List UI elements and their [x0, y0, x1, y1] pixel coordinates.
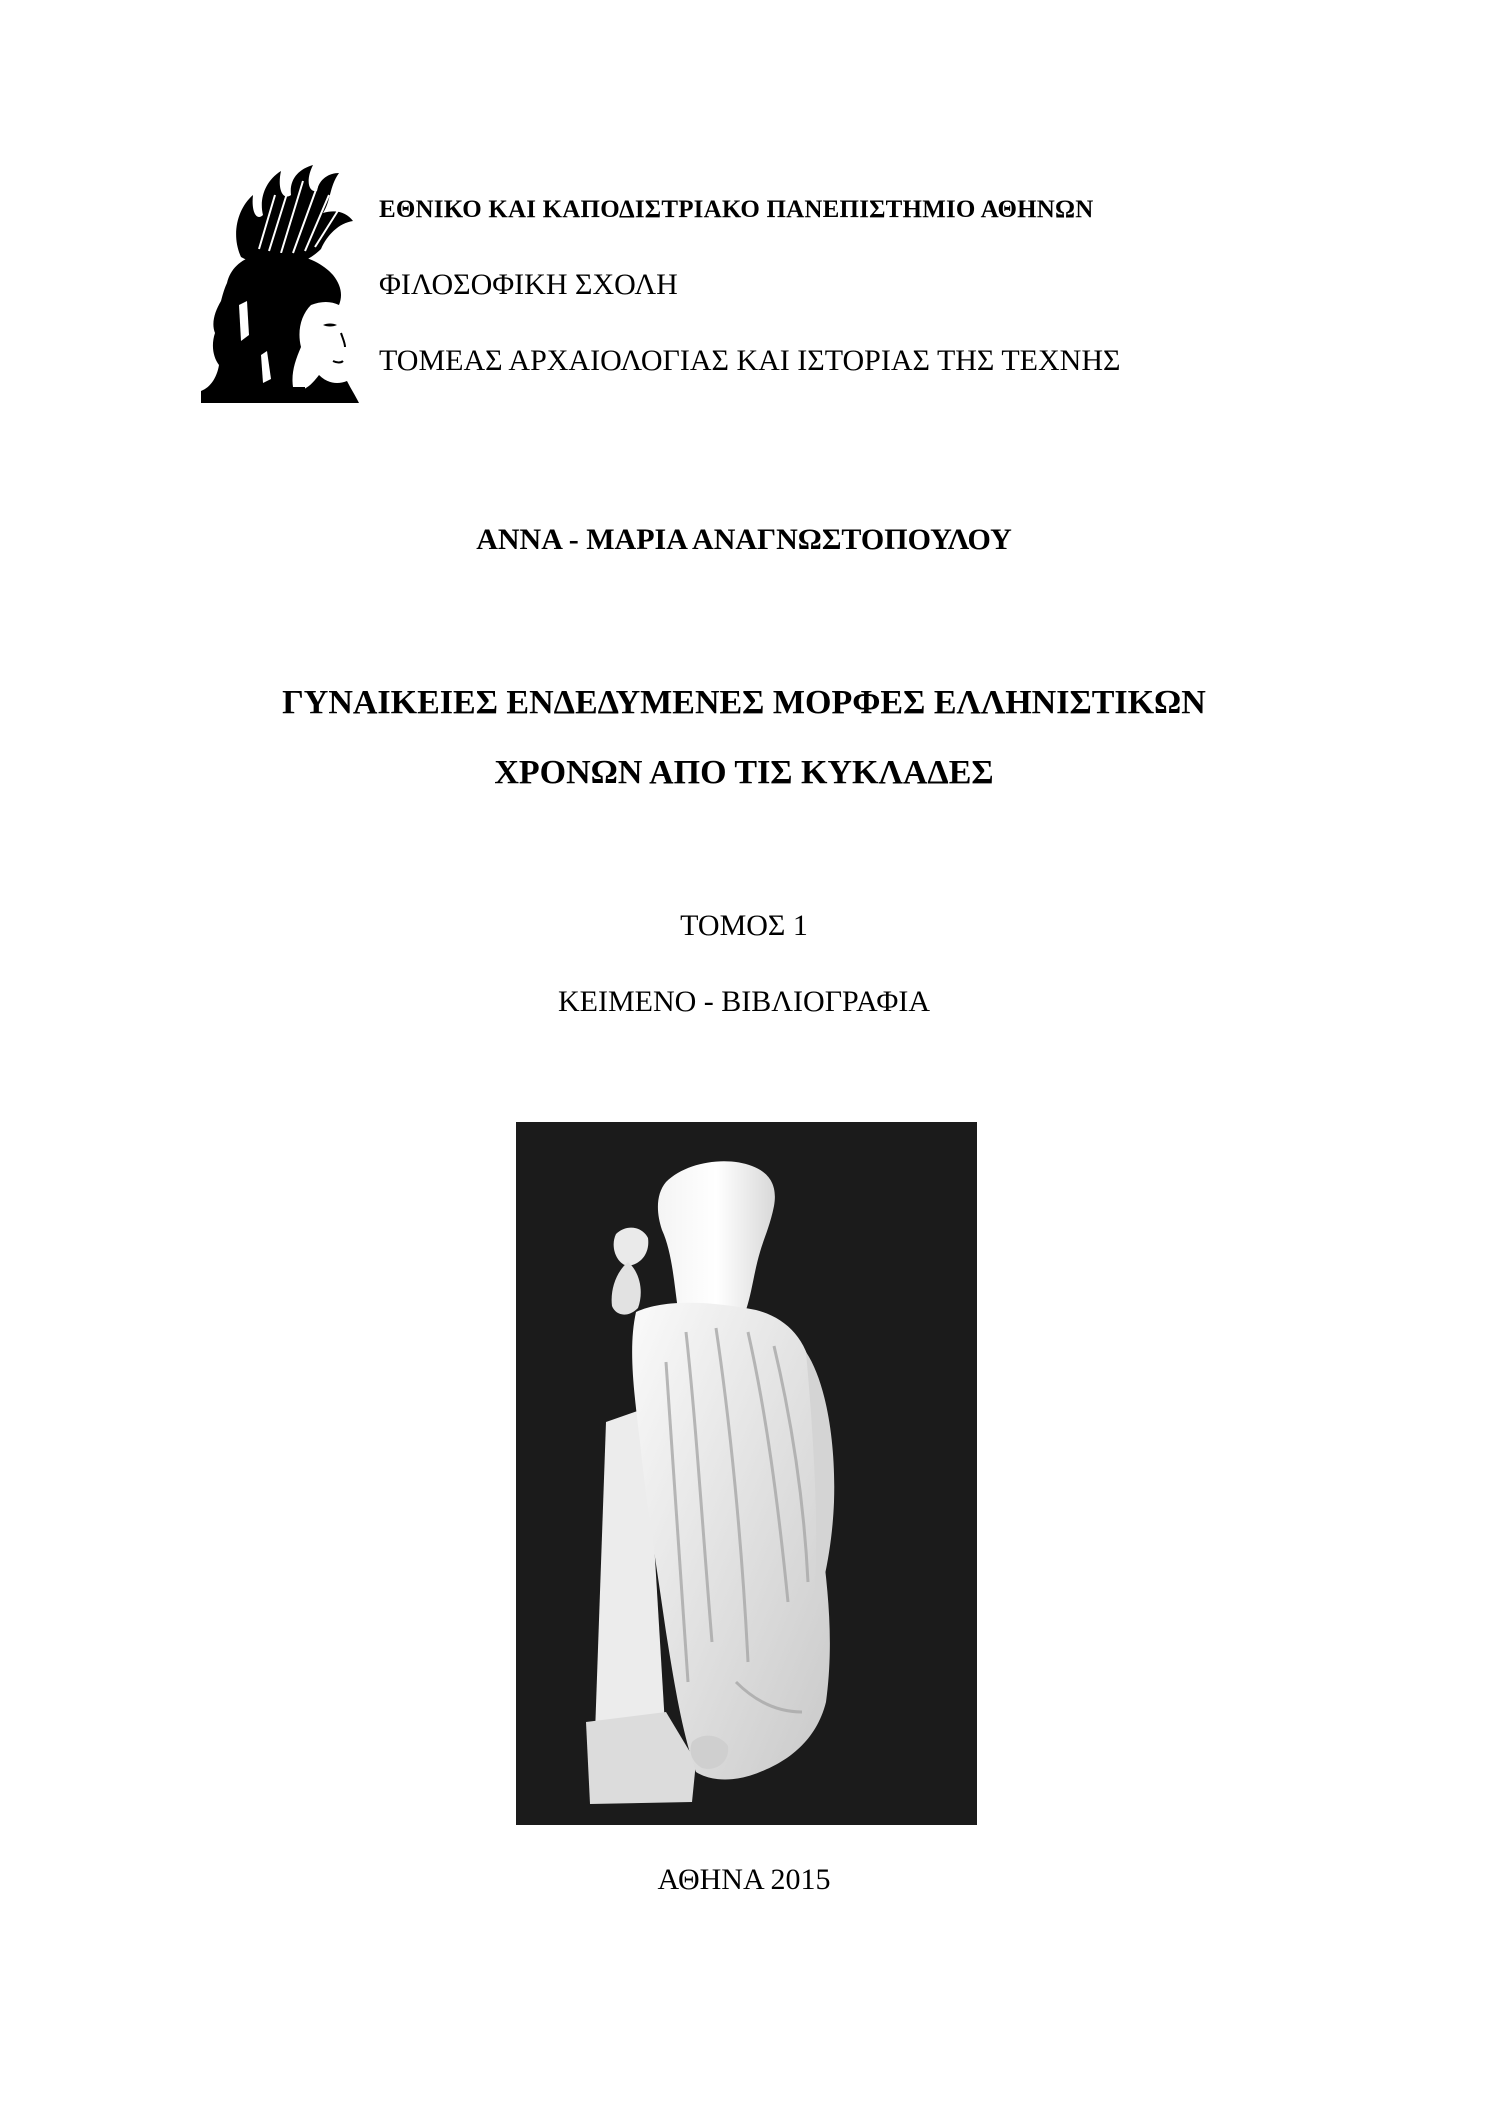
- thesis-title-line-2: ΧΡΟΝΩΝ ΑΠΟ ΤΙΣ ΚΥΚΛΑΔΕΣ: [494, 754, 994, 791]
- statue-photograph: [516, 1122, 977, 1825]
- thesis-title-line-1: ΓΥΝΑΙΚΕΙΕΣ ΕΝΔΕΔΥΜΕΝΕΣ ΜΟΡΦΕΣ ΕΛΛΗΝΙΣΤΙΚΩΝ: [282, 684, 1206, 721]
- department-name: ΤΟΜΕΑΣ ΑΡΧΑΙΟΛΟΓΙΑΣ ΚΑΙ ΙΣΤΟΡΙΑΣ ΤΗΣ ΤΕΧΝΗΣ: [379, 344, 1121, 377]
- university-name: ΕΘΝΙΚΟ ΚΑΙ ΚΑΠΟΔΙΣΤΡΙΑΚΟ ΠΑΝΕΠΙΣΤΗΜΙΟ ΑΘΗΝΩΝ: [379, 196, 1094, 223]
- university-logo-icon: [201, 165, 359, 403]
- volume-contents: ΚΕΙΜΕΝΟ - ΒΙΒΛΙΟΓΡΑΦΙΑ: [557, 985, 931, 1018]
- publication-place-year: ΑΘΗΝΑ 2015: [657, 1863, 831, 1896]
- volume-number: ΤΟΜΟΣ 1: [680, 909, 808, 942]
- school-name: ΦΙΛΟΣΟΦΙΚΗ ΣΧΟΛΗ: [379, 268, 678, 301]
- author-name: ΑΝΝΑ - ΜΑΡΙΑ ΑΝΑΓΝΩΣΤΟΠΟΥΛΟΥ: [476, 523, 1012, 556]
